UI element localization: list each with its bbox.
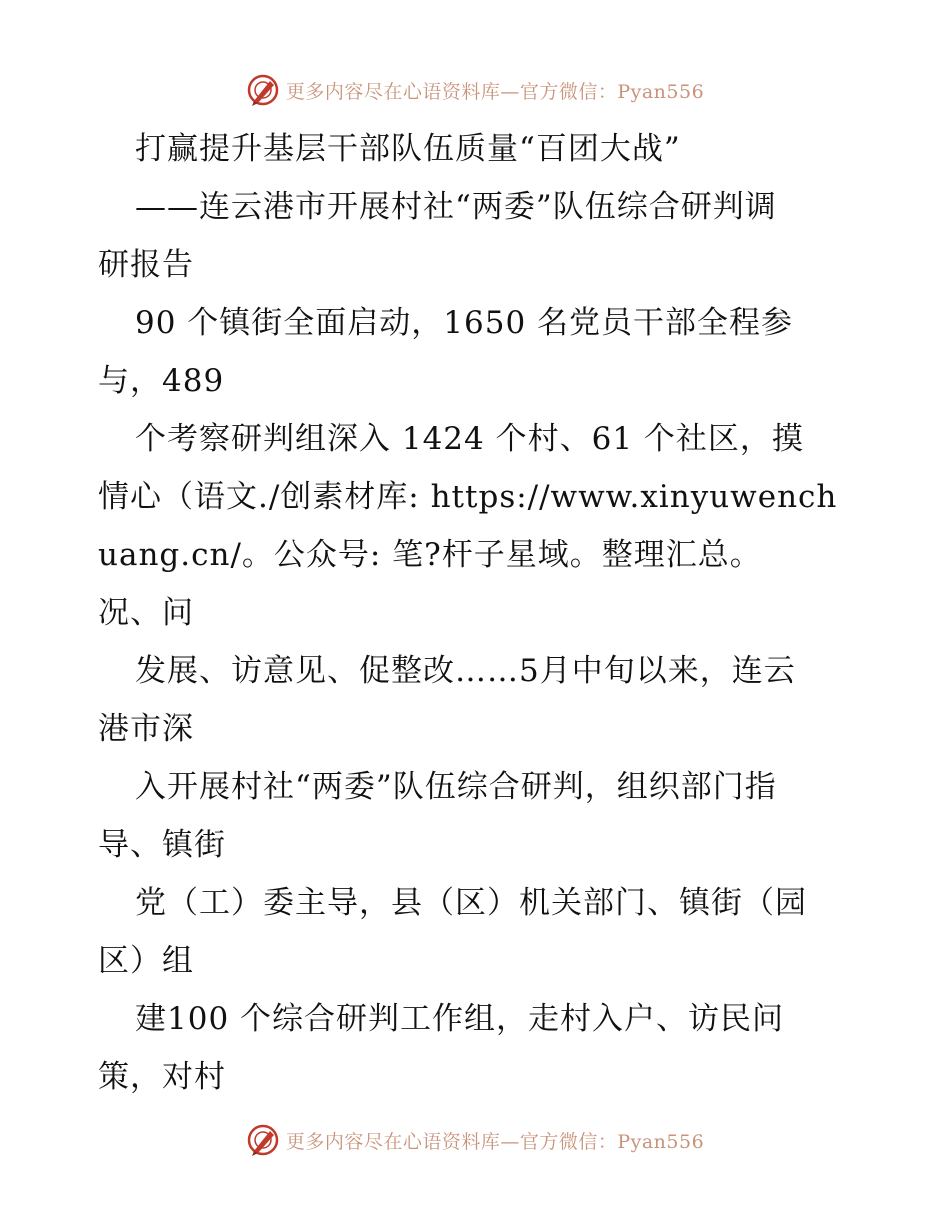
paragraph-line: 区）组 — [98, 943, 194, 979]
paragraph-line: 导、镇街 — [98, 827, 226, 863]
paragraph-line: 与，489 — [98, 363, 225, 399]
paragraph-line: 党（工）委主导，县（区）机关部门、镇街（园 — [135, 885, 807, 921]
paragraph-line: 研报告 — [98, 247, 194, 283]
paragraph-line: 入开展村社“两委”队伍综合研判，组织部门指 — [135, 769, 777, 805]
header-banner — [0, 70, 950, 110]
document-subtitle: ——连云港市开展村社“两委”队伍综合研判调 — [135, 189, 777, 225]
paragraph-line: 港市深 — [98, 711, 194, 747]
footer-banner — [0, 1120, 950, 1160]
pen-logo-icon — [246, 73, 280, 107]
paragraph-line: 况、问 — [98, 595, 194, 631]
footer-banner-text: 更多内容尽在心语资料库—官方微信：Pyan556 — [285, 1130, 705, 1153]
paragraph-line: 个考察研判组深入 1424 个村、61 个社区，摸 — [135, 421, 804, 457]
header-banner-text: 更多内容尽在心语资料库—官方微信：Pyan556 — [285, 80, 705, 103]
paragraph-line: 情心（语文./创素材库: https://www.xinyuwench — [98, 479, 838, 515]
document-title: 打赢提升基层干部队伍质量“百团大战” — [135, 131, 681, 167]
paragraph-line: 发展、访意见、促整改……5月中旬以来，连云 — [135, 653, 796, 689]
paragraph-line: 策，对村 — [98, 1059, 226, 1095]
paragraph-line: 建100 个综合研判工作组，走村入户、访民问 — [135, 1001, 785, 1037]
pen-logo-icon — [246, 1123, 280, 1157]
document-body — [98, 120, 858, 1106]
paragraph-line: uang.cn/。公众号: 笔?杆子星域。整理汇总。 — [98, 537, 762, 573]
paragraph-line: 90 个镇街全面启动，1650 名党员干部全程参 — [135, 305, 794, 341]
